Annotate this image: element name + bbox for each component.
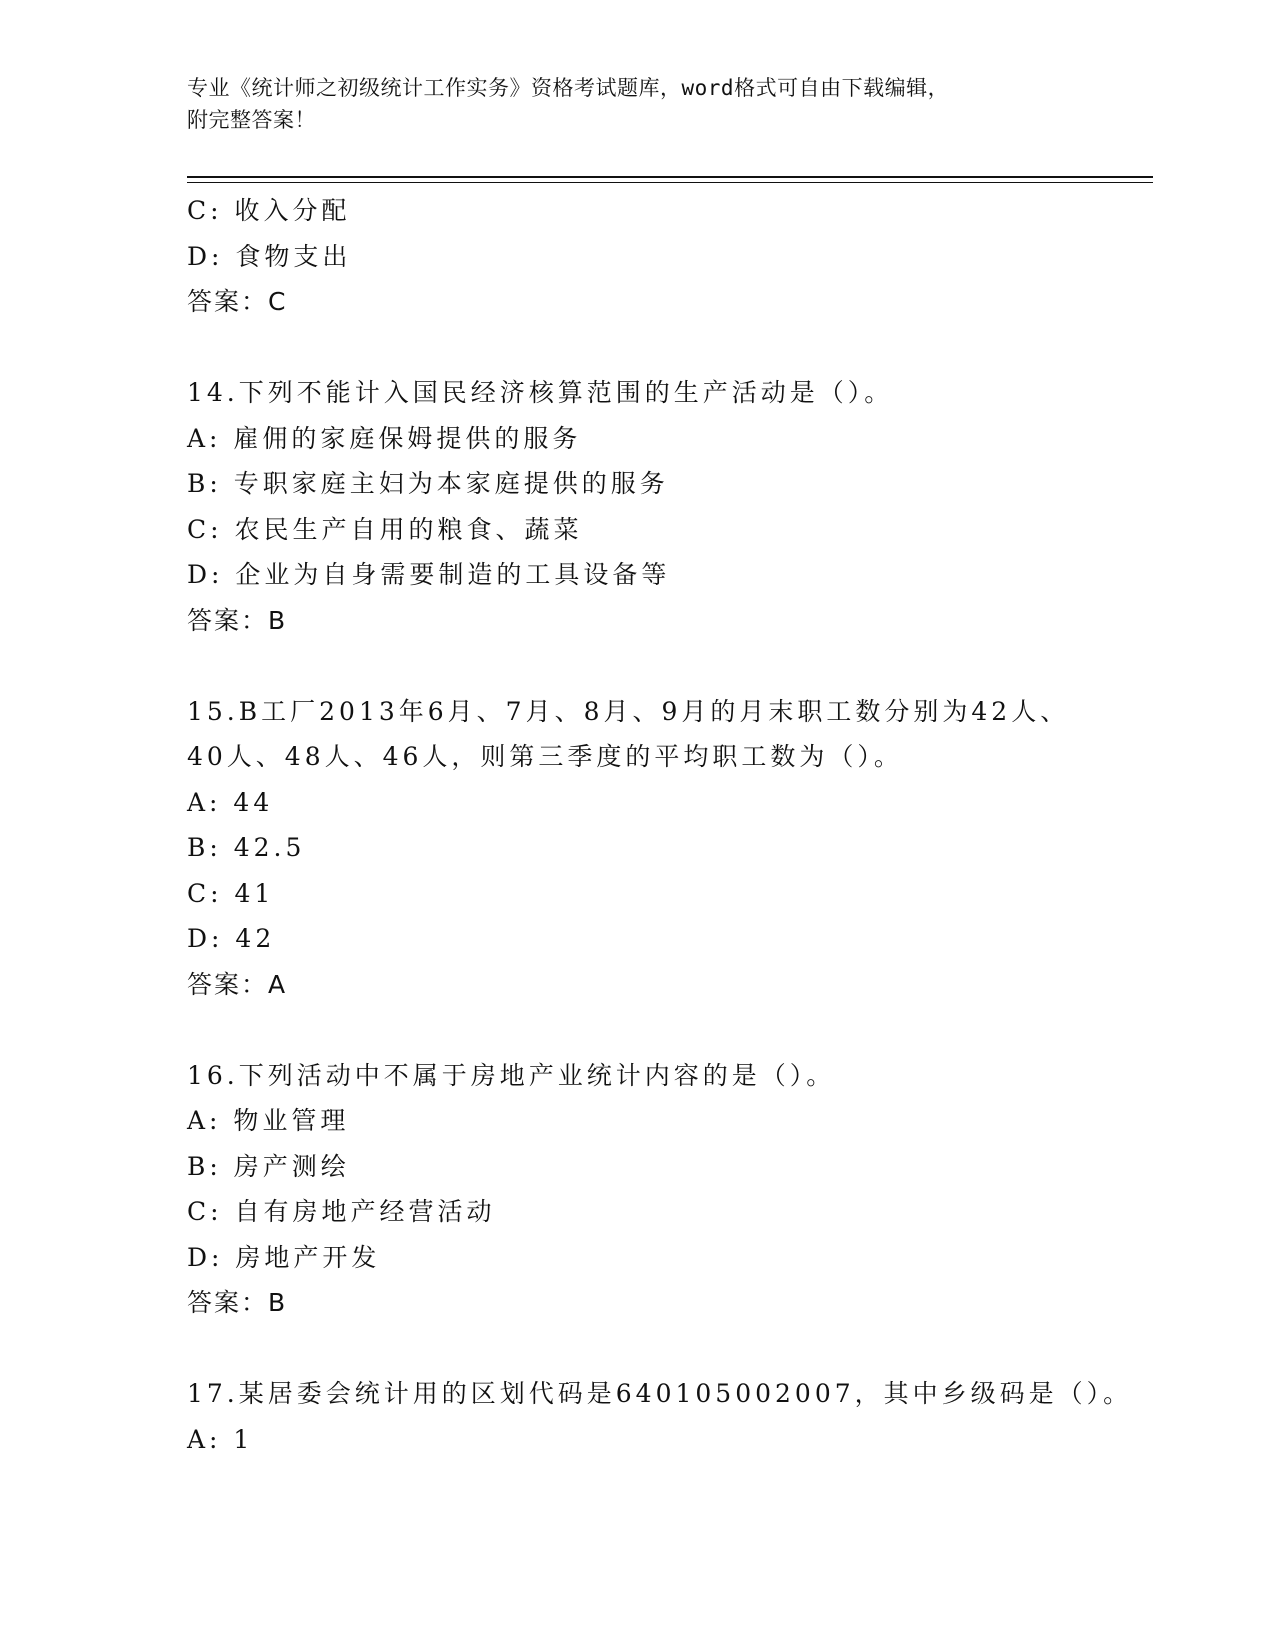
question-14	[187, 370, 1153, 643]
spacer	[187, 325, 1153, 371]
option-b: B: 专职家庭主妇为本家庭提供的服务	[187, 469, 669, 498]
question-stem-continued: 40人、48人、46人，则第三季度的平均职工数为（）。	[187, 742, 903, 771]
question-15	[187, 689, 1153, 1008]
spacer	[187, 1326, 1153, 1372]
document-header	[187, 72, 1087, 136]
option-d: D: 食物支出	[187, 241, 352, 271]
question-13-tail	[187, 188, 1153, 325]
option-d: D: 企业为自身需要制造的工具设备等	[187, 560, 671, 589]
question-16	[187, 1053, 1153, 1326]
question-stem: 16.下列活动中不属于房地产业统计内容的是（）。	[187, 1060, 836, 1090]
header-line-2: 附完整答案！	[187, 108, 316, 132]
question-stem: 14.下列不能计入国民经济核算范围的生产活动是（）。	[187, 378, 894, 407]
option-c: C: 收入分配	[187, 196, 351, 225]
option-c: C: 农民生产自用的粮食、蔬菜	[187, 514, 583, 544]
option-d: D: 房地产开发	[187, 1242, 381, 1272]
header-line-1: 专业《统计师之初级统计工作实务》资格考试题库，word格式可自由下载编辑，	[187, 76, 950, 100]
option-d: D: 42	[187, 924, 276, 953]
option-b: B: 42.5	[187, 833, 306, 862]
option-c: C: 41	[187, 878, 275, 908]
question-list	[187, 188, 1153, 1462]
option-b: B: 房产测绘	[187, 1151, 350, 1181]
spacer	[187, 1007, 1153, 1053]
header-rule-thick	[187, 176, 1153, 178]
option-a: A: 雇佣的家庭保姆提供的服务	[187, 423, 582, 453]
option-a: A: 1	[187, 1424, 254, 1454]
question-stem: 17.某居委会统计用的区划代码是640105002007，其中乡级码是（）。	[187, 1379, 1133, 1408]
question-17	[187, 1371, 1153, 1462]
question-stem: 15.B工厂2013年6月、7月、8月、9月的月末职工数分别为42人、	[187, 696, 1070, 726]
answer-line: 答案：B	[187, 1288, 288, 1317]
answer-line: 答案：A	[187, 969, 288, 999]
option-a: A: 44	[187, 787, 274, 817]
option-a: A: 物业管理	[187, 1106, 350, 1135]
answer-line: 答案：C	[187, 287, 288, 316]
option-c: C: 自有房地产经营活动	[187, 1197, 496, 1226]
spacer	[187, 643, 1153, 689]
answer-line: 答案：B	[187, 605, 288, 635]
header-rule-thin	[187, 182, 1153, 183]
